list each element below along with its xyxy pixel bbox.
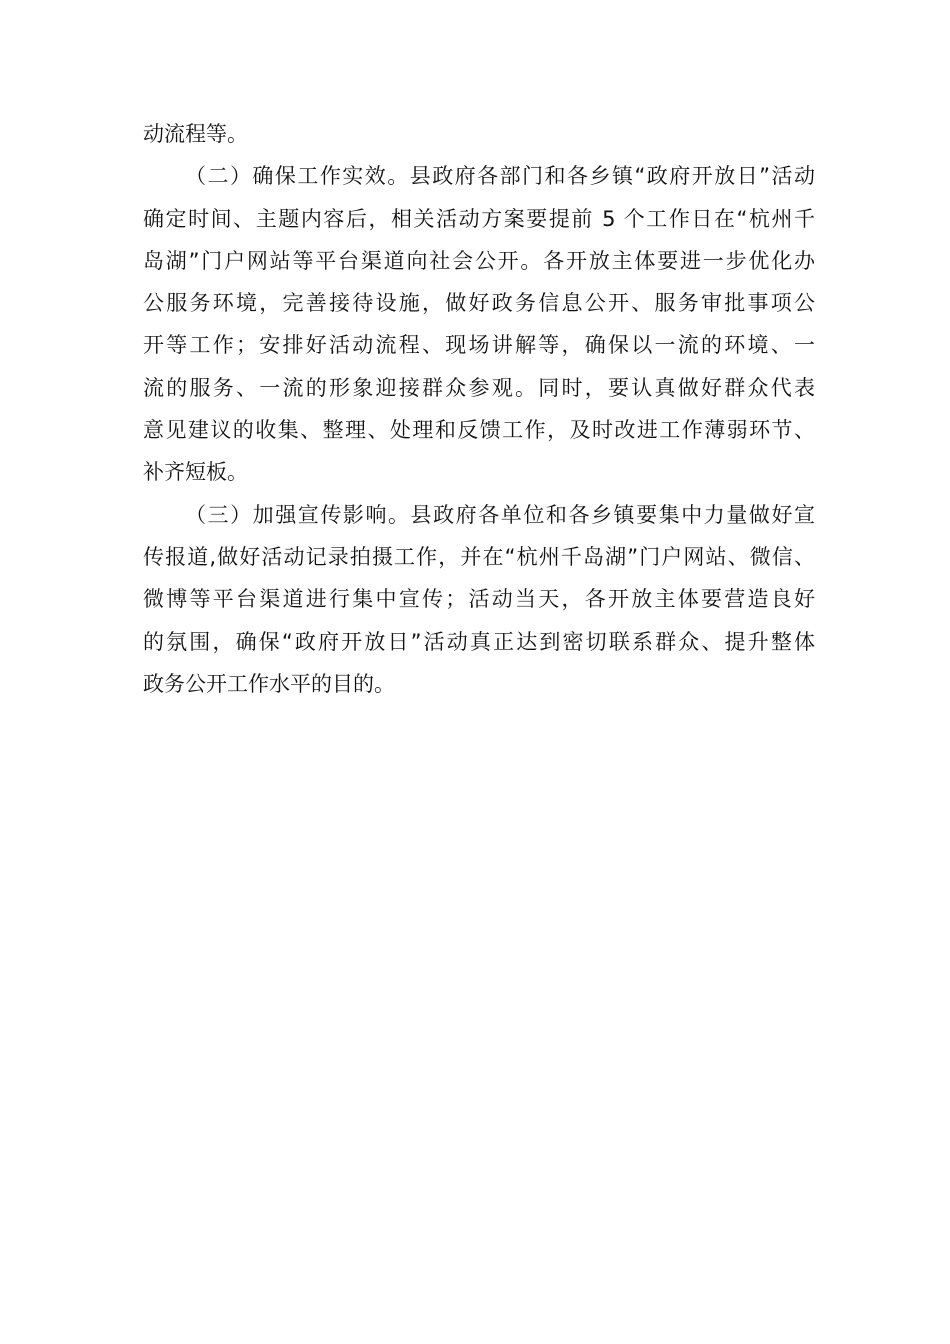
text-line: 公服务环境，完善接待设施，做好政务信息公开、服务审批事项公: [143, 291, 815, 316]
text-line: 流的服务、一流的形象迎接群众参观。同时，要认真做好群众代表: [143, 375, 815, 400]
text-line: （三）加强宣传影响。县政府各单位和各乡镇要集中力量做好宣: [185, 502, 815, 527]
text-line: 确定时间、主题内容后，相关活动方案要提前 5 个工作日在“杭州千: [143, 206, 815, 231]
text-line: 补齐短板。: [143, 460, 248, 485]
text-line: 微博等平台渠道进行集中宣传；活动当天，各开放主体要营造良好: [143, 587, 815, 612]
text-line: 政务公开工作水平的目的。: [143, 671, 395, 696]
text-line: 岛湖”门户网站等平台渠道向社会公开。各开放主体要进一步优化办: [143, 248, 815, 273]
body-text: [143, 113, 815, 705]
text-line: （二）确保工作实效。县政府各部门和各乡镇“政府开放日”活动: [185, 164, 815, 189]
text-line: 的氛围，确保“政府开放日”活动真正达到密切联系群众、提升整体: [143, 629, 815, 654]
text-line: 意见建议的收集、整理、处理和反馈工作，及时改进工作薄弱环节、: [143, 418, 815, 443]
text-line: 开等工作；安排好活动流程、现场讲解等，确保以一流的环境、一: [143, 333, 815, 358]
text-line: 传报道,做好活动记录拍摄工作，并在“杭州千岛湖”门户网站、微信、: [143, 544, 815, 569]
text-line: 动流程等。: [143, 122, 248, 146]
